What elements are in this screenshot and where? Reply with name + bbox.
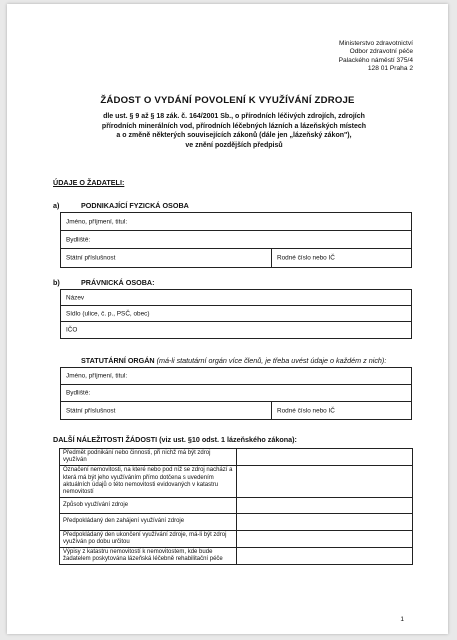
entity-name-label: Název xyxy=(66,294,85,301)
requirement-label: Předmět podnikání nebo činnosti, při nichž má být zdroj využíván xyxy=(60,449,237,466)
statutory-residence-field[interactable] xyxy=(61,385,411,402)
table-row xyxy=(60,449,413,466)
requirement-label: Předpokládaný den zahájení využívání zdroje xyxy=(60,514,237,530)
residence-label: Bydliště: xyxy=(66,236,91,243)
statutory-residence-label: Bydliště: xyxy=(66,389,91,397)
additional-requirements-table xyxy=(59,448,413,565)
subtitle-line: dle ust. § 9 až § 18 zák. č. 164/2001 Sb., o přírodních léčivých zdrojích, zdrojích xyxy=(103,113,365,120)
statutory-note: (má-li statutární orgán více členů, je třeba uvést údaje o každém z nich): xyxy=(156,356,387,365)
address-line: 128 01 Praha 2 xyxy=(367,65,413,73)
document-title: ŽÁDOST O VYDÁNÍ POVOLENÍ K VYUŽÍVÁNÍ ZDROJE xyxy=(100,95,355,106)
statutory-heading-text: STATUTÁRNÍ ORGÁN xyxy=(81,356,155,365)
statutory-heading xyxy=(81,356,386,365)
citizenship-row xyxy=(61,249,411,267)
statutory-name-label: Jméno, příjmení, titul: xyxy=(66,372,128,380)
statutory-citizenship-row xyxy=(61,402,411,419)
subtitle-line: ve znění pozdějších předpisů xyxy=(185,141,283,149)
id-number-label[interactable]: Rodné číslo nebo IČ xyxy=(277,254,335,262)
requirement-value-cell[interactable] xyxy=(237,498,413,514)
table-row xyxy=(60,498,413,514)
table-row xyxy=(60,548,413,565)
requirement-value-cell[interactable] xyxy=(237,514,413,530)
document-page xyxy=(7,4,448,634)
additional-heading xyxy=(53,435,297,444)
document-subtitle xyxy=(59,112,409,150)
requirement-value-cell[interactable] xyxy=(237,548,413,565)
page-number: 1 xyxy=(400,616,404,623)
statutory-id-number-label[interactable]: Rodné číslo nebo IČ xyxy=(277,407,335,414)
recipient-address xyxy=(339,40,413,74)
ico-label: IČO xyxy=(66,326,78,334)
address-line: Odbor zdravotní péče xyxy=(349,48,413,56)
address-line: Palackého náměstí 375/4 xyxy=(338,56,413,64)
column-divider xyxy=(271,249,272,267)
legal-entity-form xyxy=(60,289,412,339)
statutory-citizenship-label[interactable]: Státní příslušnost xyxy=(66,407,116,414)
table-row xyxy=(60,530,413,547)
statutory-name-field[interactable] xyxy=(61,368,411,385)
seat-field[interactable] xyxy=(61,306,411,322)
statutory-body-form xyxy=(60,367,412,420)
name-field[interactable] xyxy=(61,213,411,231)
address-line: Ministerstvo zdravotnictví xyxy=(338,40,413,47)
table-row xyxy=(60,514,413,530)
requirement-label: Předpokládaný den ukončení využívání zdroje, má-li být zdroj využíván po dobu určitou xyxy=(60,530,237,547)
requirement-label: Způsob využívání zdroje xyxy=(60,498,237,514)
ico-field[interactable] xyxy=(61,322,411,338)
residence-field[interactable] xyxy=(61,231,411,249)
requirement-value-cell[interactable] xyxy=(237,449,413,466)
citizenship-label[interactable]: Státní příslušnost xyxy=(66,254,116,262)
section-a-heading: PODNIKAJÍCÍ FYZICKÁ OSOBA xyxy=(81,201,189,210)
requirement-value-cell[interactable] xyxy=(237,530,413,547)
name-label: Jméno, příjmení, titul: xyxy=(66,218,128,225)
additional-note: (viz ust. §10 odst. 1 lázeňského zákona): xyxy=(159,435,297,444)
subtitle-line: přírodních minerálních vod, přírodních léčebných lázních a lázeňských místech xyxy=(101,122,367,130)
applicant-heading: ÚDAJE O ŽADATELI: xyxy=(53,178,125,187)
requirement-label: Označení nemovitosti, na které nebo pod níž se zdroj nachází a která má být jeho využíváním přímo dotčena s uvedením aktuálních údajů o této nemovitosti evidovaných v katastru nemovitostí xyxy=(60,466,237,498)
section-a-letter: a) xyxy=(53,201,60,210)
subtitle-line: a o změně některých souvisejících zákonů (dále jen „lázeňský zákon"), xyxy=(116,132,352,140)
section-b-letter: b) xyxy=(53,278,60,287)
natural-person-form xyxy=(60,212,412,268)
table-row xyxy=(60,466,413,498)
entity-name-field[interactable] xyxy=(61,290,411,306)
additional-heading-text: DALŠÍ NÁLEŽITOSTI ŽÁDOSTI xyxy=(53,435,158,444)
requirement-label: Výpisy z katastru nemovitostí k nemovitostem, kde bude žadatelem poskytována lázeňská léčebně rehabilitační péče xyxy=(60,548,237,565)
seat-label: Sídlo (ulice, č. p., PSČ, obec) xyxy=(66,310,150,317)
requirement-value-cell[interactable] xyxy=(237,466,413,498)
section-b-heading: PRÁVNICKÁ OSOBA: xyxy=(81,278,155,287)
column-divider xyxy=(271,402,272,419)
